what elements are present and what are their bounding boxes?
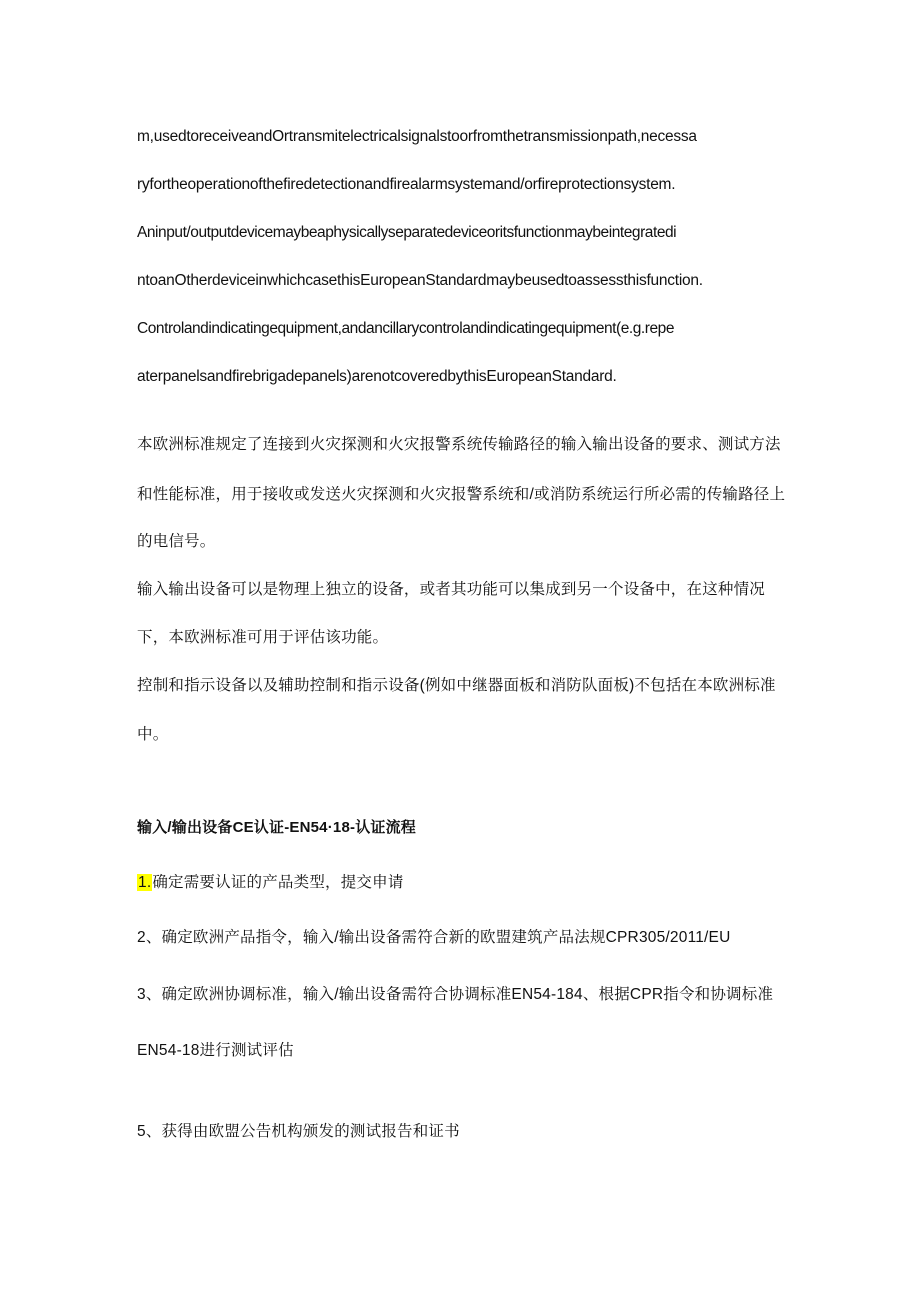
chinese-line-2: 和性能标准，用于接收或发送火灾探测和火灾报警系统和/或消防系统运行所必需的传输路径上 xyxy=(137,486,786,503)
english-line-5: Controlandindicatingequipment,andancillarycontrolandindicatingequipment(e.g.repe xyxy=(137,320,675,337)
step-1-text: 确定需要认证的产品类型，提交申请 xyxy=(152,874,404,891)
english-line-2: ryfortheoperationofthefiredetectionandfirealarmsystemand/orfireprotectionsystem. xyxy=(137,176,676,193)
chinese-line-1: 本欧洲标准规定了连接到火灾探测和火灾报警系统传输路径的输入输出设备的要求、测试方法 xyxy=(137,436,781,453)
step-1-number: 1. xyxy=(138,874,152,891)
process-step-2: 2、确定欧洲产品指令，输入/输出设备需符合新的欧盟建筑产品法规CPR305/2011/EU xyxy=(137,929,731,946)
english-line-6: aterpanelsandfirebrigadepanels)arenotcoveredbythisEuropeanStandard. xyxy=(137,368,617,385)
process-step-3-line-2: EN54-18进行测试评估 xyxy=(137,1042,294,1059)
chinese-line-7: 中。 xyxy=(137,726,169,743)
process-step-5: 5、获得由欧盟公告机构颁发的测试报告和证书 xyxy=(137,1123,460,1140)
chinese-line-4: 输入输出设备可以是物理上独立的设备，或者其功能可以集成到另一个设备中，在这种情况 xyxy=(137,581,766,598)
chinese-line-3: 的电信号。 xyxy=(137,533,216,550)
english-line-3: Aninput/outputdevicemaybeaphysicallyseparatedeviceoritsfunctionmaybeintegratedi xyxy=(137,224,677,241)
english-line-4: ntoanOtherdeviceinwhichcasethisEuropeanStandardmaybeusedtoassessthisfunction. xyxy=(137,272,703,289)
process-step-1 xyxy=(137,873,404,893)
process-step-3-line-1: 3、确定欧洲协调标准，输入/输出设备需符合协调标准EN54-184、根据CPR指令和协调标准 xyxy=(137,986,774,1003)
chinese-line-6: 控制和指示设备以及辅助控制和指示设备(例如中继器面板和消防队面板)不包括在本欧洲标准 xyxy=(137,677,776,694)
process-heading: 输入/输出设备CE认证-EN54·18-认证流程 xyxy=(137,819,416,836)
english-line-1: m,usedtoreceiveandOrtransmitelectricalsignalstoorfromthetransmissionpath,necessa xyxy=(137,128,697,145)
chinese-line-5: 下，本欧洲标准可用于评估该功能。 xyxy=(137,629,389,646)
